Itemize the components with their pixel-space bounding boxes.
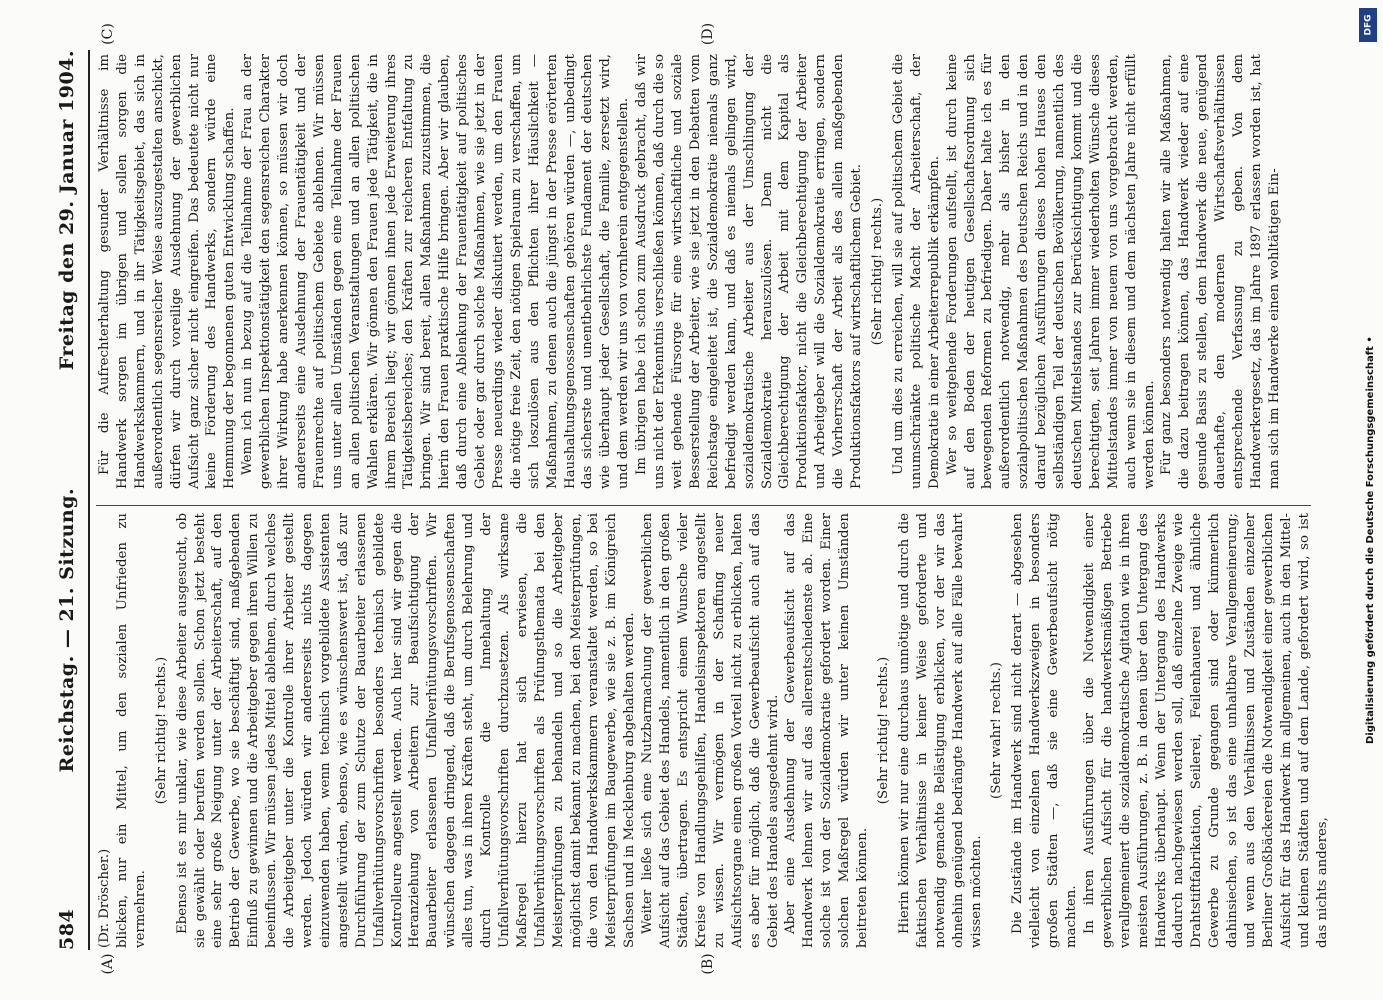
dfg-logo <box>1359 8 1377 42</box>
digitization-sidebar <box>1357 0 1383 1000</box>
dfg-logo-text: DFG <box>1363 14 1374 36</box>
margin-mark-c: (C) <box>100 23 116 45</box>
paragraph: Die Zustände im Handwerk sind nicht derart — abgesehen vielleicht von einzelnen Handwerkszweigen in besonders großen Städten —, daß sie eine Gewerbeaufsicht nötig machten. <box>1010 513 1080 948</box>
paragraph: Für die Aufrechterhaltung gesunder Verhältnisse im Handwerk sorgen im übrigen und sollen sorgen die Handwerkskammern, und in ihr Tätigkeitsgebiet, das sich in außerordentlich segensreicher Weise auszugestalten anschickt, dürfen wir durch voreilige Ausdehnung der gewerblichen Aufsicht ganz sicher nicht eingreifen. Das bedeutete nicht nur keine Förderung des Handwerks, sondern würde eine Hemmung der begonnenen guten Entwicklung schaffen. <box>97 54 238 489</box>
paragraph: Wer so weitgehende Forderungen aufstellt, ist durch keine auf den Boden der heutigen Gesellschaftsordnung sich bewegenden Reformen zu befriedigen. Daher halte ich es für außerordentlich notwendig, mehr als bisher in den sozialpolitischen Maßnahmen des Deutschen Reichs und in den darauf bezüglichen Ausführungen dieses hohen Hauses den selbständigen Teil der deutschen Bevölkerung, namentlich des deutschen Mittelstandes zur Berücksichtigung kommt und die berechtigten, seit Jahren immer wiederholten Wünsche dieses Mittelstandes immer von neuem von uns vorgebracht werden, auch wenn sie in diesem und dem nächsten Jahre nicht erfüllt werden können. <box>944 54 1157 489</box>
session-title: Reichstag. — 21. Sitzung. <box>56 487 78 773</box>
paragraph: Weiter ließe sich eine Nutzbarmachung der gewerblichen Aufsicht auf das Gebiet des Handels, namentlich in den großen Städten, übertragen. Es entspricht einem Wunsche vieler Kreise von Handlungsgehilfen, Handelsinspektoren angestellt zu wissen. Wir vermögen in der Schaffung neuer Aufsichtsorgane einen großen Vorteil nicht zu erblicken, halten es aber für möglich, daß die Gewerbeaufsicht auch auf das Gebiet des Handels ausgedehnt wird. <box>640 513 781 948</box>
margin-mark-a: (A) <box>100 953 116 975</box>
column-divider <box>96 505 1311 506</box>
margin-mark-d: (D) <box>700 22 716 46</box>
speaker-name: (Dr. Dröscher.) <box>97 848 112 948</box>
header-rule <box>88 50 90 950</box>
credit-text: Digitalisierung gefördert durch die Deutsche Forschungsgemeinschaft • <box>1365 336 1376 744</box>
paragraph: Und um dies zu erreichen, will sie auf politischem Gebiet die unumschränkte politische Macht der Arbeiterschaft, der Demokratie in einer Arbeiterrepublik erkämpfen. <box>890 54 942 489</box>
paragraph: Aber eine Ausdehnung der Gewerbeaufsicht auf das Handwerk lehnen wir auf das allerentschiedenste ab. Eine solche ist von der Sozialdemokratie gefordert worden. Einer solchen Maßregel würden wir unter keinen Umständen beitreten können. <box>783 513 871 948</box>
right-column <box>96 54 1311 489</box>
interjection: (Sehr wahr! rechts.) <box>989 662 1005 799</box>
paragraph: blicken, nur ein Mittel, um den sozialen Unfrieden zu vermehren. <box>114 513 148 948</box>
paragraph: Hierin können wir nur eine durchaus unnötige und durch die faktischen Verhältnisse in keiner Weise geforderte und notwendig gemachte Belästigung erblicken, vor der wir das ohnehin genügend bedrängte Handwerk auf alle Fälle bewahrt wissen möchten. <box>896 513 984 948</box>
interjection: (Sehr richtig! rechts.) <box>153 656 169 805</box>
paragraph: Für ganz besonders notwendig halten wir alle Maßnahmen, die dazu beitragen können, das Handwerk wieder auf eine gesunde Basis zu stellen, dem Handwerk die neue, genügend dauerhafte, den modernen Wirtschaftsverhältnissen entsprechende Verfassung zu geben. Von dem Handwerkergesetz, das im Jahre 1897 erlassen worden ist, hat man sich im Handwerke einen wohltätigen Ein- <box>1159 54 1282 489</box>
credit-line <box>1365 44 1377 744</box>
paragraph: Ebenso ist es mir unklar, wie diese Arbeiter ausgesucht, ob sie gewählt oder berufen werden sollen. Schon jetzt besteht eine sehr große Neigung unter der Arbeiterschaft, auf den Betrieb der Gewerbe, wo sie beschäftigt sind, maßgebenden Einfluß zu gewinnen und die Arbeitgeber gegen ihren Willen zu beeinflussen. Wir müssen jedes Mittel ablehnen, durch welches die Arbeitgeber unter die Kontrolle ihrer Arbeiter gestellt werden. Jedoch würden wir andererseits nichts dagegen einzuwenden haben, wenn technisch vorgebildete Assistenten angestellt würden, ebenso, wie es wünschenswert ist, daß zur Durchführung der zum Schutze der Bauarbeiter erlassenen Unfallverhütungsvorschriften besonders technisch gebildete Kontrolleure angestellt werden. Auch hier sind wir gegen die Heranziehung von Arbeitern zur Beaufsichtigung der Bauarbeiter erlassenen Unfallverhütungsvorschriften. Wir wünschen dagegen dringend, daß die Berufsgenossenschaften alles tun, was in ihren Kräften steht, um durch Belehrung und durch Kontrolle die Innehaltung der Unfallverhütungsvorschriften durchzusetzen. Als wirksame Maßregel hierzu hat sich erwiesen, die Unfallverhütungsvorschriften als Prüfungsthemata bei den Meisterprüfungen zu behandeln und so die Arbeitgeber möglichst damit bekannt zu machen, bei den Meisterprüfungen, die von den Handwerkskammern veranstaltet werden, so bei Meisterprüfungen im Baugewerbe, wie sie z. B. im Königreich Sachsen und in Mecklenburg abgehalten werden. <box>174 513 638 948</box>
paragraph: Wenn ich nun in bezug auf die Teilnahme der Frau an der gewerblichen Inspektionstätigkeit den segensreichen Charakter ihrer Wirkung habe anerkennen können, so müssen wir doch andererseits eine Ausdehnung der Frauentätigkeit und der Frauenrechte auf politischem Gebiete ablehnen. Wir müssen uns unter allen Umständen gegen eine Teilnahme der Frauen an allen politischen Veranstaltungen und an allen politischen Wahlen erklären. Wir gönnen den Frauen jede Tätigkeit, die in ihrem Bereich liegt; wir gönnen ihnen jede Erweiterung ihres Tätigkeitsbereiches; den Kräften zur reicheren Entfaltung zu bringen. Wir sind bereit, allen Maßnahmen zuzustimmen, die hierin den Frauen praktische Hilfe bringen. Aber wir glauben, daß durch eine Ablenkung der Frauentätigkeit auf politisches Gebiet oder gar durch solche Maßnahmen, wie sie jetzt in der Presse neuerdings wieder diskutiert werden, um den Frauen die nötige freie Zeit, den nötigen Spielraum zu verschaffen, um sich loszulösen aus den Pflichten ihrer Häuslichkeit — Maßnahmen, zu denen auch die jüngst in der Presse erörterten Haushaltungsgenossenschaften gehören würden —, unbedingt das sicherste und unentbehrlichste Fundament der deutschen wie überhaupt jeder Gesellschaft, die Familie, zersetzt wird, und dem werden wir uns von vornherein entgegenstellen. <box>240 54 632 489</box>
margin-mark-b: (B) <box>700 953 716 975</box>
left-column <box>96 513 1330 948</box>
interjection: (Sehr richtig! rechts.) <box>869 197 885 346</box>
session-date: Freitag den 29. Januar 1904. <box>56 50 78 371</box>
paragraph: In ihren Ausführungen über die Notwendigkeit einer gewerblichen Aufsicht für die handwerksmäßigen Betriebe verallgemeinert die sozialdemokratische Agitation wie in ihren meisten Ausführungen, z. B. in denen über den Untergang des Handwerks überhaupt. Wenn der Untergang des Handwerks dadurch nachgewiesen werden soll, daß einzelne Zweige wie Drahtstiftfabrikation, Seilerei, Feilenhauerei und ähnliche Gewerbe zu Grunde gegangen sind oder kümmerlich dahinsiechen, so ist das eine unhaltbare Verallgemeinerung; und wenn aus den Verhältnissen und Zuständen einzelner Berliner Großbäckereien die Notwendigkeit einer gewerblichen Aufsicht für das Handwerk im allgemeinen, auch in den Mittel- und kleinen Städten und auf dem Lande, gefordert wird, so ist das nichts anderes, <box>1081 513 1330 948</box>
paragraph: Im übrigen habe ich schon zum Ausdruck gebracht, daß wir uns nicht der Erkenntnis verschließen können, daß durch die so weit gehende Fürsorge für eine wirtschaftliche und soziale Besserstellung der Arbeiter, wie sie jetzt in den Debatten vom Reichstage eingeleitet ist, die Sozialdemokratie niemals ganz befriedigt werden kann, und daß es niemals gelingen wird, sozialdemokratische Arbeiter aus der Umschlingung der Sozialdemokratie herauszulösen. Denn nicht die Gleichberechtigung der Arbeit mit dem Kapital als Produktionsfaktor, nicht die Gleichberechtigung der Arbeiter und Arbeitgeber will die Sozialdemokratie erringen, sondern die Vorherrschaft der Arbeit als des allein maßgebenden Produktionsfaktors auf wirtschaftlichem Gebiet. <box>634 54 865 489</box>
running-head <box>52 50 82 950</box>
interjection: (Sehr richtig! rechts.) <box>875 656 891 805</box>
page-number: 584 <box>56 908 78 950</box>
